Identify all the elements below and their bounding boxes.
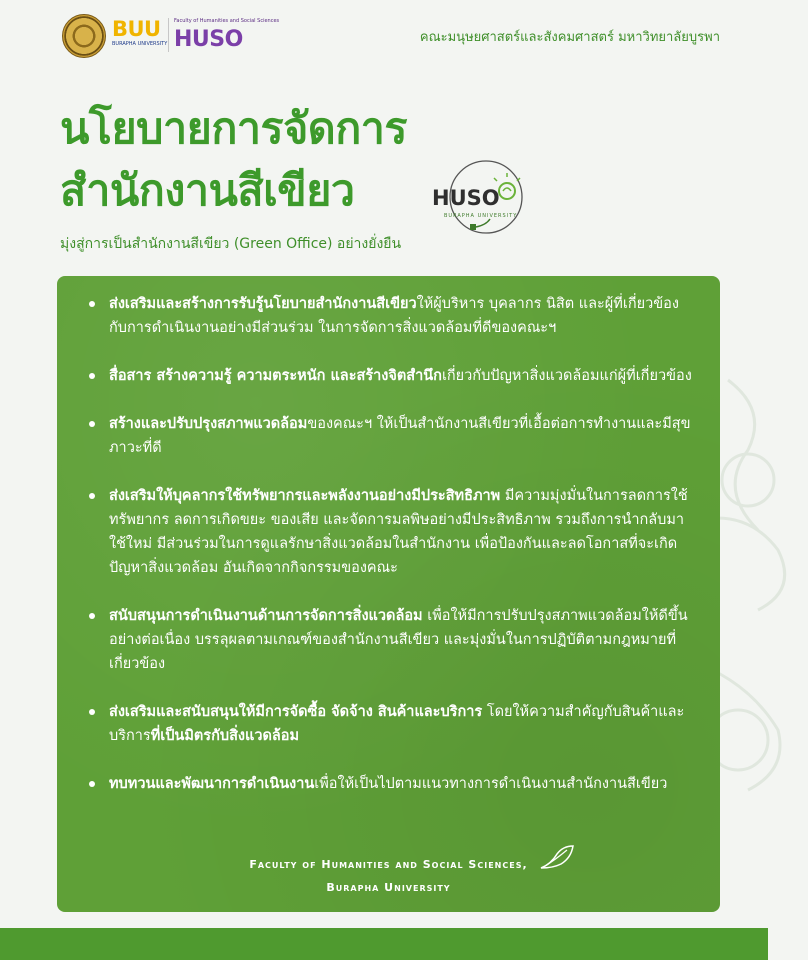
- policy-item: [57, 604, 720, 676]
- faculty-name: คณะมนุษยศาสตร์และสังคมศาสตร์ มหาวิทยาลัยบูรพา: [419, 30, 720, 45]
- policy-item: [57, 412, 720, 460]
- bullet-icon: [89, 373, 95, 379]
- badge-subtext: BURAPHA UNIVERSITY: [444, 213, 518, 219]
- policy-list: [57, 292, 720, 796]
- policy-item: [57, 484, 720, 580]
- plug-icon: [470, 219, 490, 230]
- policy-heading: สร้างและปรับปรุงสภาพแวดล้อม: [109, 416, 308, 432]
- policy-heading: ทบทวนและพัฒนาการดำเนินงาน: [109, 776, 315, 792]
- policy-text: ให้ผู้บริหาร บุคลากร นิสิต และผู้ที่เกี่ยวข้องกับการดำเนินงานอย่างมีส่วนร่วม ในการจัดการสิ่งแวดล้อมที่ดีของคณะฯ: [109, 296, 679, 336]
- footer-faculty: Faculty of Humanities and Social Sciences,: [249, 858, 528, 871]
- policy-item: [57, 292, 720, 340]
- huso-logo: [174, 18, 280, 52]
- buu-logo-subtext: BURAPHA UNIVERSITY: [112, 41, 168, 47]
- bullet-icon: [89, 709, 95, 715]
- buu-logo: [112, 18, 168, 52]
- bullet-icon: [89, 301, 95, 307]
- policy-heading: สื่อสาร สร้างความรู้ ความตระหนัก และสร้างจิตสำนึก: [109, 368, 442, 384]
- huso-logo-text: HUSO: [174, 27, 243, 52]
- policy-item: [57, 364, 720, 388]
- university-seal-logo: [62, 14, 106, 58]
- policy-text: มีความมุ่งมั่นในการลดการใช้ทรัพยากร ลดการเกิดขยะ ของเสีย และจัดการมลพิษอย่างมีประสิทธิภาพ รวมถึงการนำกลับมาใช้ใหม่ มีส่วนร่วมในการดูแลรักษาสิ่งแวดล้อมในสำนักงาน เพื่อป้องกันและลดโอกาสที่จะเกิดปัญหาสิ่งแวดล้อม อันเกิดจากกิจกรรมของคณะ: [109, 488, 688, 576]
- policy-item: [57, 772, 720, 796]
- bullet-icon: [89, 781, 95, 787]
- title-line-1: นโยบายการจัดการ: [60, 104, 407, 154]
- footer-university: Burapha University: [326, 881, 451, 894]
- bullet-icon: [89, 493, 95, 499]
- policy-heading: ส่งเสริมและสนับสนุนให้มีการจัดซื้อ จัดจ้าง สินค้าและบริการ: [109, 704, 483, 720]
- buu-logo-text: BUU: [112, 17, 161, 41]
- title-line-2: สำนักงานสีเขียว: [60, 166, 355, 216]
- policy-heading: ส่งเสริมและสร้างการรับรู้นโยบายสำนักงานสีเขียว: [109, 296, 417, 312]
- page-subtitle: มุ่งสู่การเป็นสำนักงานสีเขียว (Green Office) อย่างยั่งยืน: [60, 236, 402, 252]
- bottom-bar: [0, 928, 768, 960]
- policy-card: [57, 276, 720, 912]
- policy-heading-2: ที่เป็นมิตรกับสิ่งแวดล้อม: [150, 728, 300, 744]
- policy-item: [57, 700, 720, 748]
- policy-text: เพื่อให้เป็นไปตามแนวทางการดำเนินงานสำนักงานสีเขียว: [314, 776, 668, 792]
- badge-text: HUSO: [432, 186, 500, 210]
- huso-green-badge-logo: [424, 157, 528, 237]
- policy-text: เพื่อให้มีการปรับปรุงสภาพแวดล้อมให้ดีขึ้นอย่างต่อเนื่อง บรรลุผลตามเกณฑ์ของสำนักงานสีเขียว และมุ่งมั่นในการปฏิบัติตามกฎหมายที่เกี่ยวข้อง: [109, 608, 688, 672]
- policy-heading: ส่งเสริมให้บุคลากรใช้ทรัพยากรและพลังงานอย่างมีประสิทธิภาพ: [109, 488, 501, 504]
- policy-text: ของคณะฯ ให้เป็นสำนักงานสีเขียวที่เอื้อต่อการทำงานและมีสุขภาวะที่ดี: [109, 416, 691, 456]
- policy-text: โดยให้ความสำคัญกับสินค้าและบริการ: [109, 704, 685, 744]
- policy-heading: สนับสนุนการดำเนินงานด้านการจัดการสิ่งแวดล้อม: [109, 608, 423, 624]
- bullet-icon: [89, 421, 95, 427]
- huso-logo-subtext: Faculty of Humanities and Social Sciences: [174, 18, 280, 24]
- logo-divider: [168, 18, 169, 52]
- policy-text: เกี่ยวกับปัญหาสิ่งแวดล้อมแก่ผู้ที่เกี่ยวข้อง: [441, 368, 692, 384]
- bullet-icon: [89, 613, 95, 619]
